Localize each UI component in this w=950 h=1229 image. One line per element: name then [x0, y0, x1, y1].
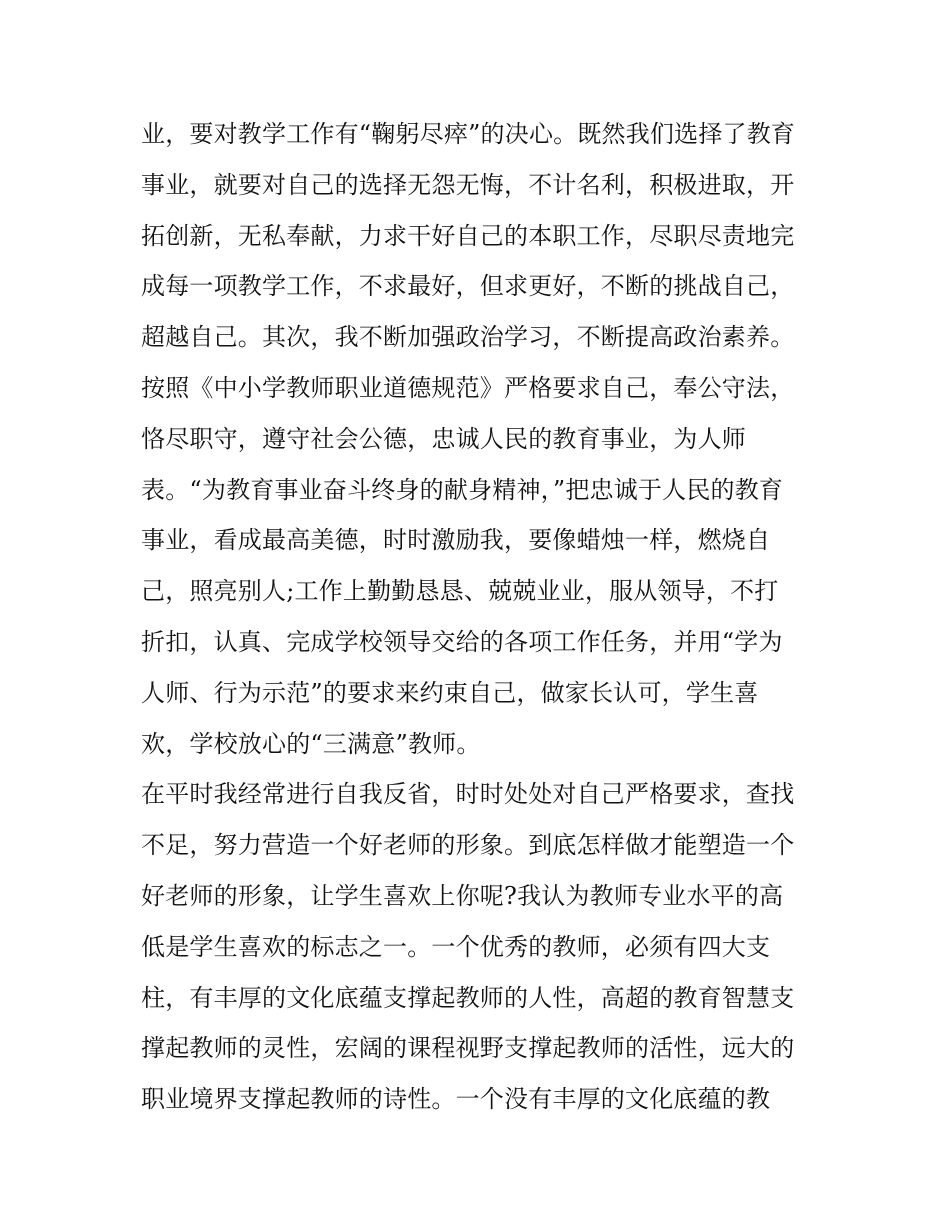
text-line: 柱，有丰厚的文化底蕴支撑起教师的人性，高超的教育智慧支: [141, 983, 795, 1012]
text-line: 拓创新，无私奉献，力求干好自己的本职工作，尽职尽责地完: [141, 221, 795, 250]
text-line: 表。“为教育事业奋斗终身的献身精神，”把忠诚于人民的教育: [141, 475, 784, 504]
text-line: 在平时我经常进行自我反省，时时处处对自己严格要求，查找: [141, 780, 795, 809]
text-line: 折扣，认真、完成学校领导交给的各项工作任务，并用“学为: [141, 627, 783, 656]
text-line: 好老师的形象，让学生喜欢上你呢?我认为教师专业水平的高: [141, 881, 784, 910]
text-line: 撑起教师的灵性，宏阔的课程视野支撑起教师的活性，远大的: [141, 1034, 795, 1063]
body-text: [141, 109, 821, 1125]
text-line: 欢，学校放心的“三满意”教师。: [141, 729, 481, 758]
text-line: 己，照亮别人;工作上勤勤恳恳、兢兢业业，服从领导，不打: [141, 577, 779, 606]
text-line: 低是学生喜欢的标志之一。一个优秀的教师，必须有四大支: [141, 932, 771, 961]
text-line: 事业，就要对自己的选择无怨无悔，不计名利，积极进取，开: [141, 170, 795, 199]
text-line: 超越自己。其次，我不断加强政治学习，不断提高政治素养。: [141, 323, 795, 352]
text-line: 职业境界支撑起教师的诗性。一个没有丰厚的文化底蕴的教: [141, 1085, 771, 1114]
text-line: 不足，努力营造一个好老师的形象。到底怎样做才能塑造一个: [141, 831, 795, 860]
text-line: 业，要对教学工作有“鞠躬尽瘁”的决心。既然我们选择了教育: [141, 120, 796, 148]
text-line: 人师、行为示范”的要求来约束自己，做家长认可，学生喜: [141, 678, 759, 707]
text-line: 成每一项教学工作，不求最好，但求更好，不断的挑战自己，: [141, 272, 795, 301]
text-line: 事业，看成最高美德，时时激励我，要像蜡烛一样，燃烧自: [141, 526, 771, 555]
text-line: 按照《中小学教师职业道德规范》严格要求自己，奉公守法，: [141, 373, 795, 402]
text-line: 恪尽职守，遵守社会公德，忠诚人民的教育事业，为人师: [141, 424, 746, 453]
